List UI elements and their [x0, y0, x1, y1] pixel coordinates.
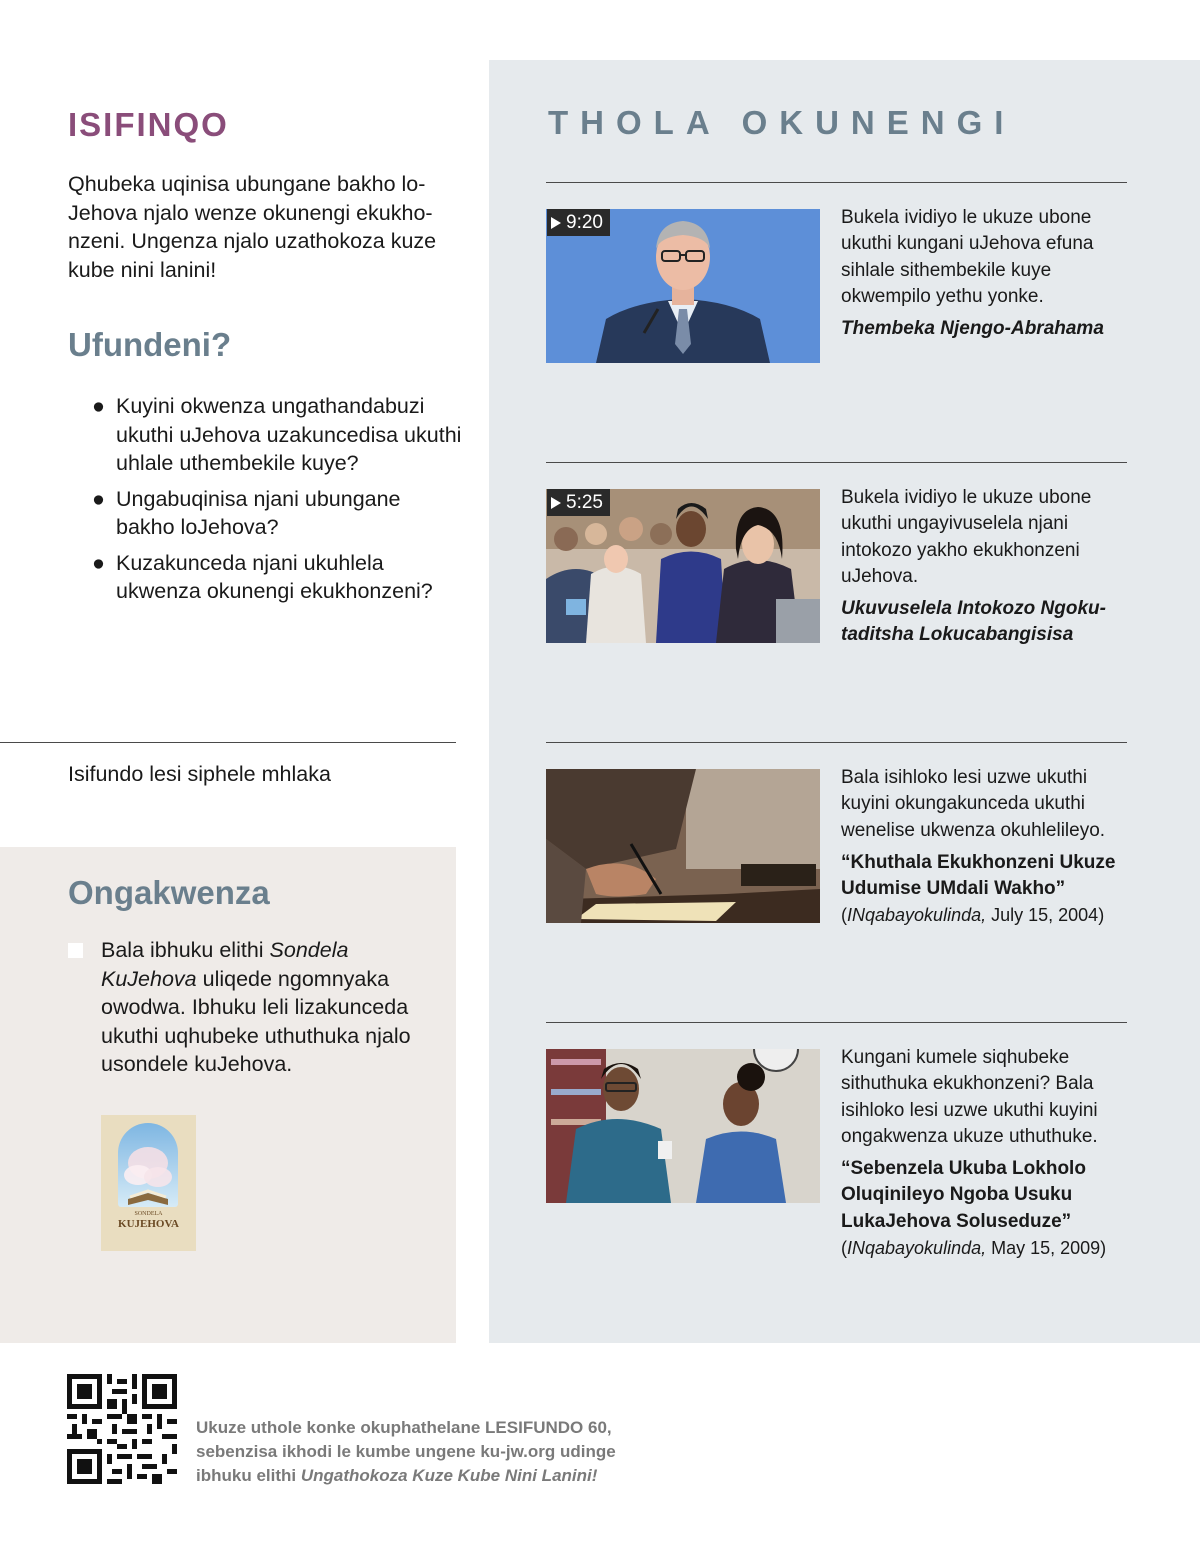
list-item — [92, 392, 462, 478]
book-cover-title: KUJEHOVA — [118, 1218, 179, 1230]
resource-text — [841, 1045, 1131, 1261]
todo-item-text: Bala ibhuku elithi Sondela KuJehova uliqede ngomnyaka owodwa. Ibhuku leli lizakunceda ukuthi uqhubeke uthuthuka njalo usondele kuJehova. — [101, 938, 411, 1076]
resource-link[interactable]: Thembeka Njengo-Abrahama — [841, 318, 1104, 340]
list-item-text: Kuyini okwenza ungathandabuzi ukuthi uJehova uzakuncedisa ukuthi uhlale uthembekile kuye? — [116, 394, 462, 475]
learned-list — [92, 392, 462, 613]
bullet-icon: ● — [92, 550, 105, 575]
play-icon — [551, 217, 561, 229]
list-item — [92, 549, 462, 606]
todo-title: Ongakwenza — [68, 874, 270, 911]
book-title: Sondela KuJehova — [101, 938, 349, 991]
nurses-image — [546, 1049, 820, 1203]
resource-text — [841, 485, 1131, 649]
resource-description: Bukela ividiyo le ukuze ubone ukuthi ungayivuselela njani intokozo yakho ekukhonzeni uJehova. — [841, 487, 1092, 587]
article-image[interactable] — [546, 769, 820, 923]
resource-citation: (INqabayokulinda, July 15, 2004) — [841, 905, 1105, 926]
writing-image — [546, 769, 820, 923]
video-duration-badge: 5:25 — [547, 489, 610, 516]
learned-title: Ufundeni? — [68, 326, 232, 363]
video-duration-badge: 9:20 — [547, 209, 610, 236]
divider — [546, 1022, 1127, 1023]
bullet-icon: ● — [92, 394, 105, 418]
resource-text — [841, 205, 1131, 342]
resource-description: Kungani kumele siqhubeke sithuthuka ekukhonzeni? Bala isihloko lesi uzwe ukuthi kuyini ongakwenza ukuze uthuthuke. — [841, 1047, 1098, 1147]
footer-book-title: Ungathokoza Kuze Kube Nini Lanini! — [300, 1466, 598, 1485]
resource-text — [841, 765, 1131, 928]
resource-description: Bala isihloko lesi uzwe ukuthi kuyini okungakunceda ukuthi wenelise ukwenza okuhlelileyo. — [841, 767, 1106, 841]
resource-link[interactable]: “Khuthala Ekukhonzeni Ukuze Udumise UMdali Wakho” — [841, 851, 1116, 900]
play-icon — [551, 497, 561, 509]
completion-date-label: Isifundo lesi siphele mhlaka — [68, 762, 331, 786]
divider — [546, 182, 1127, 183]
divider — [0, 742, 456, 743]
qr-code[interactable] — [67, 1374, 177, 1484]
video-thumbnail[interactable] — [546, 489, 820, 643]
article-image[interactable] — [546, 1049, 820, 1203]
resource-description: Bukela ividiyo le ukuze ubone ukuthi kungani uJehova efuna sihlale sithembekile kuye okwempilo yethu yonke. — [841, 207, 1094, 307]
video-thumbnail[interactable] — [546, 209, 820, 363]
book-cover-image[interactable] — [101, 1115, 196, 1251]
resource-citation: (INqabayokulinda, May 15, 2009) — [841, 1238, 1107, 1259]
summary-title: ISIFINQO — [68, 106, 229, 143]
bullet-icon: ● — [92, 486, 105, 511]
list-item-text: Ungabuqinisa njani ubungane bakho loJehova? — [116, 486, 401, 539]
resource-link[interactable]: Ukuvuselela Intokozo Ngokutaditsha Lokucabangisisa — [841, 598, 1106, 646]
more-title: THOLA OKUNENGI — [548, 104, 1016, 141]
resource-link[interactable]: “Sebenzela Ukuba Lokholo Oluqinileyo Ngoba Usuku LukaJehova Soluseduze” — [841, 1158, 1086, 1232]
divider — [546, 742, 1127, 743]
book-cover-art — [118, 1123, 178, 1207]
divider — [546, 462, 1127, 463]
summary-text: Qhubeka uqinisa ubungane bakho loJehova njalo wenze okunengi ekukhonzeni. Ungenza njalo uzathokoza kuze kube nini lanini! — [68, 172, 437, 282]
list-item — [92, 485, 462, 542]
checkbox[interactable] — [68, 943, 83, 958]
footer-text: Ukuze uthole konke okuphathelane LESIFUNDO 60, sebenzisa ikhodi le kumbe ungene ku-jw.org udinge ibhuku elithi Ungathokoza Kuze Kube Nini Lanini! — [196, 1418, 616, 1485]
list-item-text: Kuzakunceda njani ukuhlela ukwenza okunengi ekukhonzeni? — [116, 550, 433, 603]
book-cover-title-small: SONDELA — [134, 1211, 163, 1217]
todo-panel — [0, 847, 456, 1343]
